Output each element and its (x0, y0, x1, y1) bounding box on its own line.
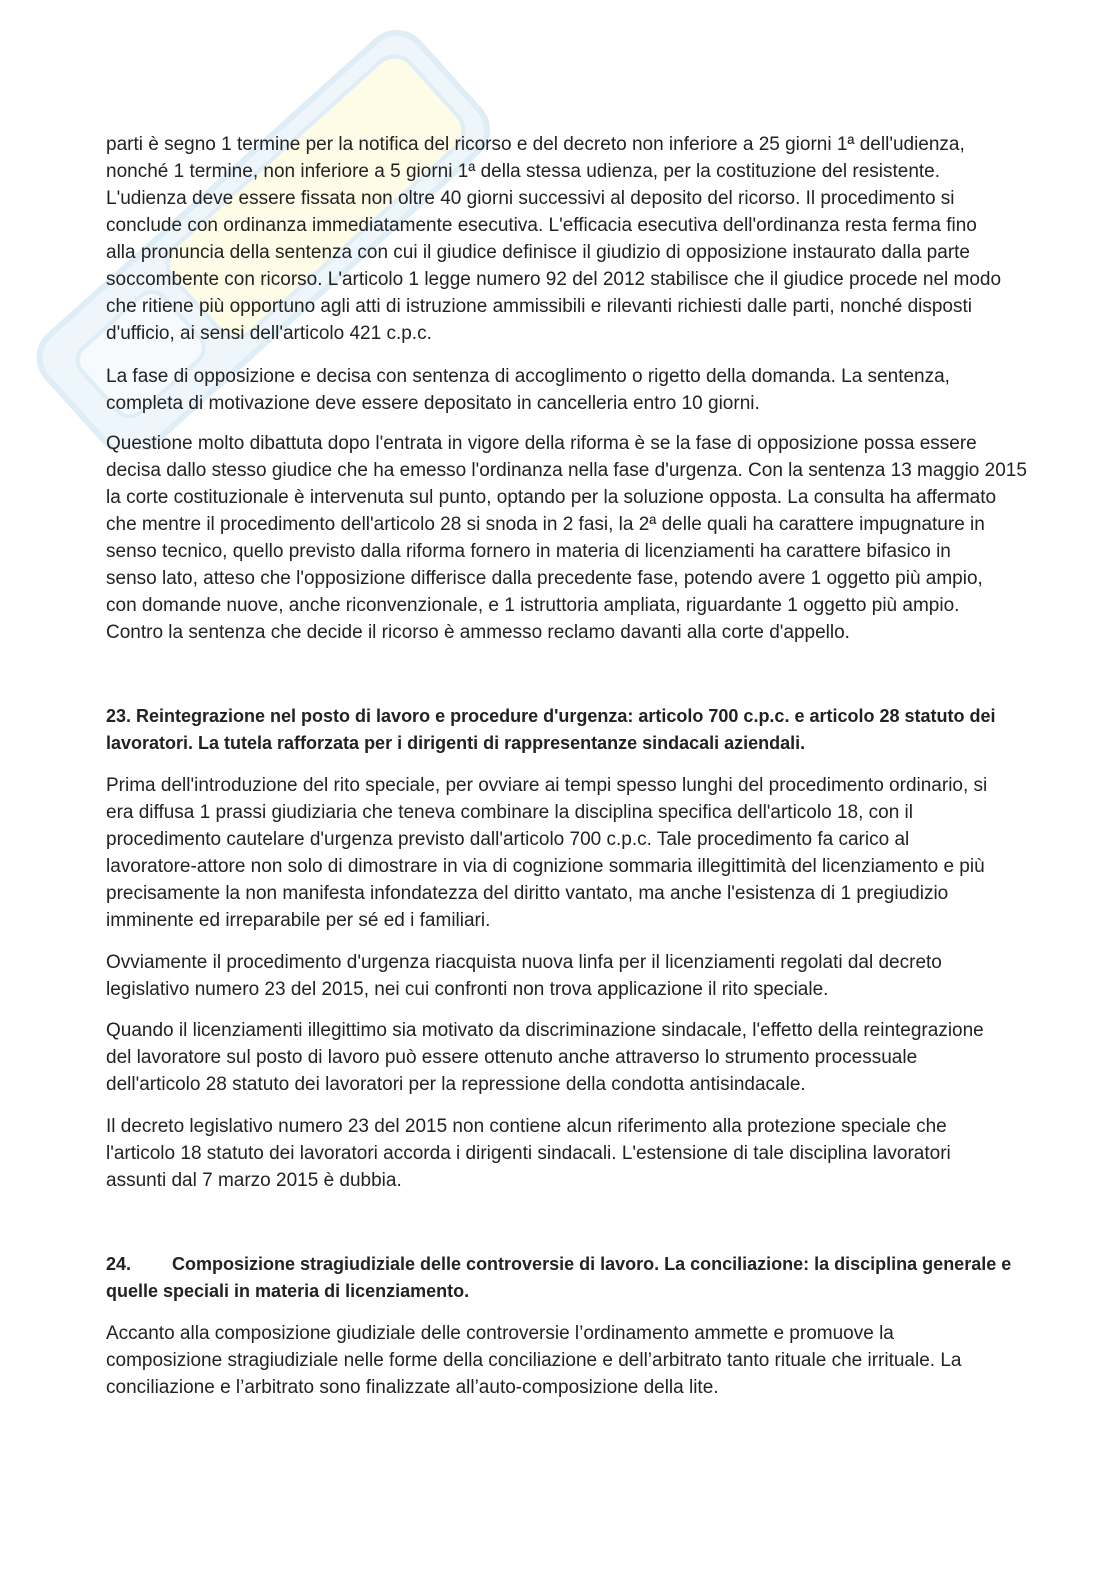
text-line: conciliazione e l’arbitrato sono finalizzate all’auto-composizione della lite. (106, 1377, 719, 1398)
paragraph (106, 430, 1027, 646)
heading-line (106, 1251, 1011, 1278)
text-line: Questione molto dibattuta dopo l'entrata in vigore della riforma è se la fase di opposizione possa essere (106, 433, 977, 454)
text-line: legislativo numero 23 del 2015, nei cui confronti non trova applicazione il rito speciale. (106, 979, 829, 1000)
text-line: composizione stragiudiziale nelle forme della conciliazione e dell’arbitrato tanto rituale che irrituale. La (106, 1350, 962, 1371)
text-line: era diffusa 1 prassi giudiziaria che teneva combinare la disciplina specifica dell'articolo 18, con il (106, 802, 913, 823)
text-line: Accanto alla composizione giudiziale delle controversie l’ordinamento ammette e promuove la (106, 1323, 894, 1344)
text-line: che mentre il procedimento dell'articolo 28 si snoda in 2 fasi, la 2ª delle quali ha carattere impugnature in (106, 514, 985, 535)
text-line: la corte costituzionale è intervenuta sul punto, optando per la soluzione opposta. La consulta ha affermato (106, 487, 997, 508)
paragraph (106, 131, 1001, 347)
text-line: soccombente con ricorso. L'articolo 1 legge numero 92 del 2012 stabilisce che il giudice procede nel modo (106, 269, 1002, 290)
text-line: nonché 1 termine, non inferiore a 5 giorni 1ª della stessa udienza, per la costituzione del resistente. (106, 161, 941, 182)
text-line: d'ufficio, ai sensi dell'articolo 421 c.p.c. (106, 323, 432, 344)
text-line: assunti dal 7 marzo 2015 è dubbia. (106, 1170, 402, 1191)
paragraph (106, 949, 942, 1003)
text-line: senso lato, atteso che l'opposizione differisce dalla precedente fase, potendo avere 1 oggetto più ampio, (106, 568, 983, 589)
heading-line: 23. Reintegrazione nel posto di lavoro e procedure d'urgenza: articolo 700 c.p.c. e articolo 28 statuto dei (106, 706, 996, 726)
paragraph (106, 772, 987, 934)
heading-line: quelle speciali in materia di licenziamento. (106, 1281, 470, 1301)
text-line: La fase di opposizione e decisa con sentenza di accoglimento o rigetto della domanda. La sentenza, (106, 366, 950, 387)
paragraph (106, 1320, 961, 1401)
text-line: con domande nuove, anche riconvenzionale, e 1 istruttoria ampliata, riguardante 1 oggetto più ampio. (106, 595, 960, 616)
text-line: Prima dell'introduzione del rito speciale, per ovviare ai tempi spesso lunghi del procedimento ordinario, si (106, 775, 988, 796)
text-line: alla pronuncia della sentenza con cui il giudice definisce il giudizio di opposizione instaurato dalla parte (106, 242, 970, 263)
text-line: del lavoratore sul posto di lavoro può essere ottenuto anche attraverso lo strumento processuale (106, 1047, 918, 1068)
text-line: precisamente la non manifesta infondatezza del diritto vantato, ma anche l'esistenza di 1 pregiudizio (106, 883, 949, 904)
paragraph (106, 363, 950, 417)
heading-line: lavoratori. La tutela rafforzata per i dirigenti di rappresentanze sindacali aziendali. (106, 733, 806, 753)
text-line: l'articolo 18 statuto dei lavoratori accorda i dirigenti sindacali. L'estensione di tale disciplina lavoratori (106, 1143, 951, 1164)
text-line: Il decreto legislativo numero 23 del 2015 non contiene alcun riferimento alla protezione speciale che (106, 1116, 947, 1137)
text-line: conclude con ordinanza immediatamente esecutiva. L'efficacia esecutiva dell'ordinanza resta ferma fino (106, 215, 977, 236)
section-heading (106, 1251, 1011, 1305)
text-line: L'udienza deve essere fissata non oltre 40 giorni successivi al deposito del ricorso. Il procedimento si (106, 188, 955, 209)
text-line: Quando il licenziamenti illegittimo sia motivato da discriminazione sindacale, l'effetto della reintegrazione (106, 1020, 984, 1041)
paragraph (106, 1017, 984, 1098)
text-line: procedimento cautelare d'urgenza previsto dall'articolo 700 c.p.c. Tale procedimento fa carico al (106, 829, 910, 850)
text-line: parti è segno 1 termine per la notifica del ricorso e del decreto non inferiore a 25 giorni 1ª dell'udienza, (106, 134, 965, 155)
section-number: 24. (106, 1254, 132, 1274)
text-line: imminente ed irreparabile per sé ed i familiari. (106, 910, 491, 931)
text-line: Contro la sentenza che decide il ricorso è ammesso reclamo davanti alla corte d'appello. (106, 622, 850, 643)
section-heading (106, 703, 996, 757)
text-line: senso tecnico, quello previsto dalla riforma fornero in materia di licenziamenti ha carattere bifasico in (106, 541, 951, 562)
text-line: dell'articolo 28 statuto dei lavoratori per la repressione della condotta antisindacale. (106, 1074, 806, 1095)
paragraph (106, 1113, 951, 1194)
text-line: lavoratore-attore non solo di dimostrare in via di cognizione sommaria illegittimità del licenziamento e più (106, 856, 985, 877)
text-line: che ritiene più opportuno agli atti di istruzione ammissibili e rilevanti richiesti dalle parti, nonché disposti (106, 296, 972, 317)
text-line: Ovviamente il procedimento d'urgenza riacquista nuova linfa per il licenziamenti regolati dal decreto (106, 952, 942, 973)
heading-text: Composizione stragiudiziale delle controversie di lavoro. La conciliazione: la disciplina generale e (172, 1254, 1012, 1274)
text-line: completa di motivazione deve essere depositato in cancelleria entro 10 giorni. (106, 393, 760, 414)
text-line: decisa dallo stesso giudice che ha emesso l'ordinanza nella fase d'urgenza. Con la sentenza 13 maggio 2015 (106, 460, 1027, 481)
